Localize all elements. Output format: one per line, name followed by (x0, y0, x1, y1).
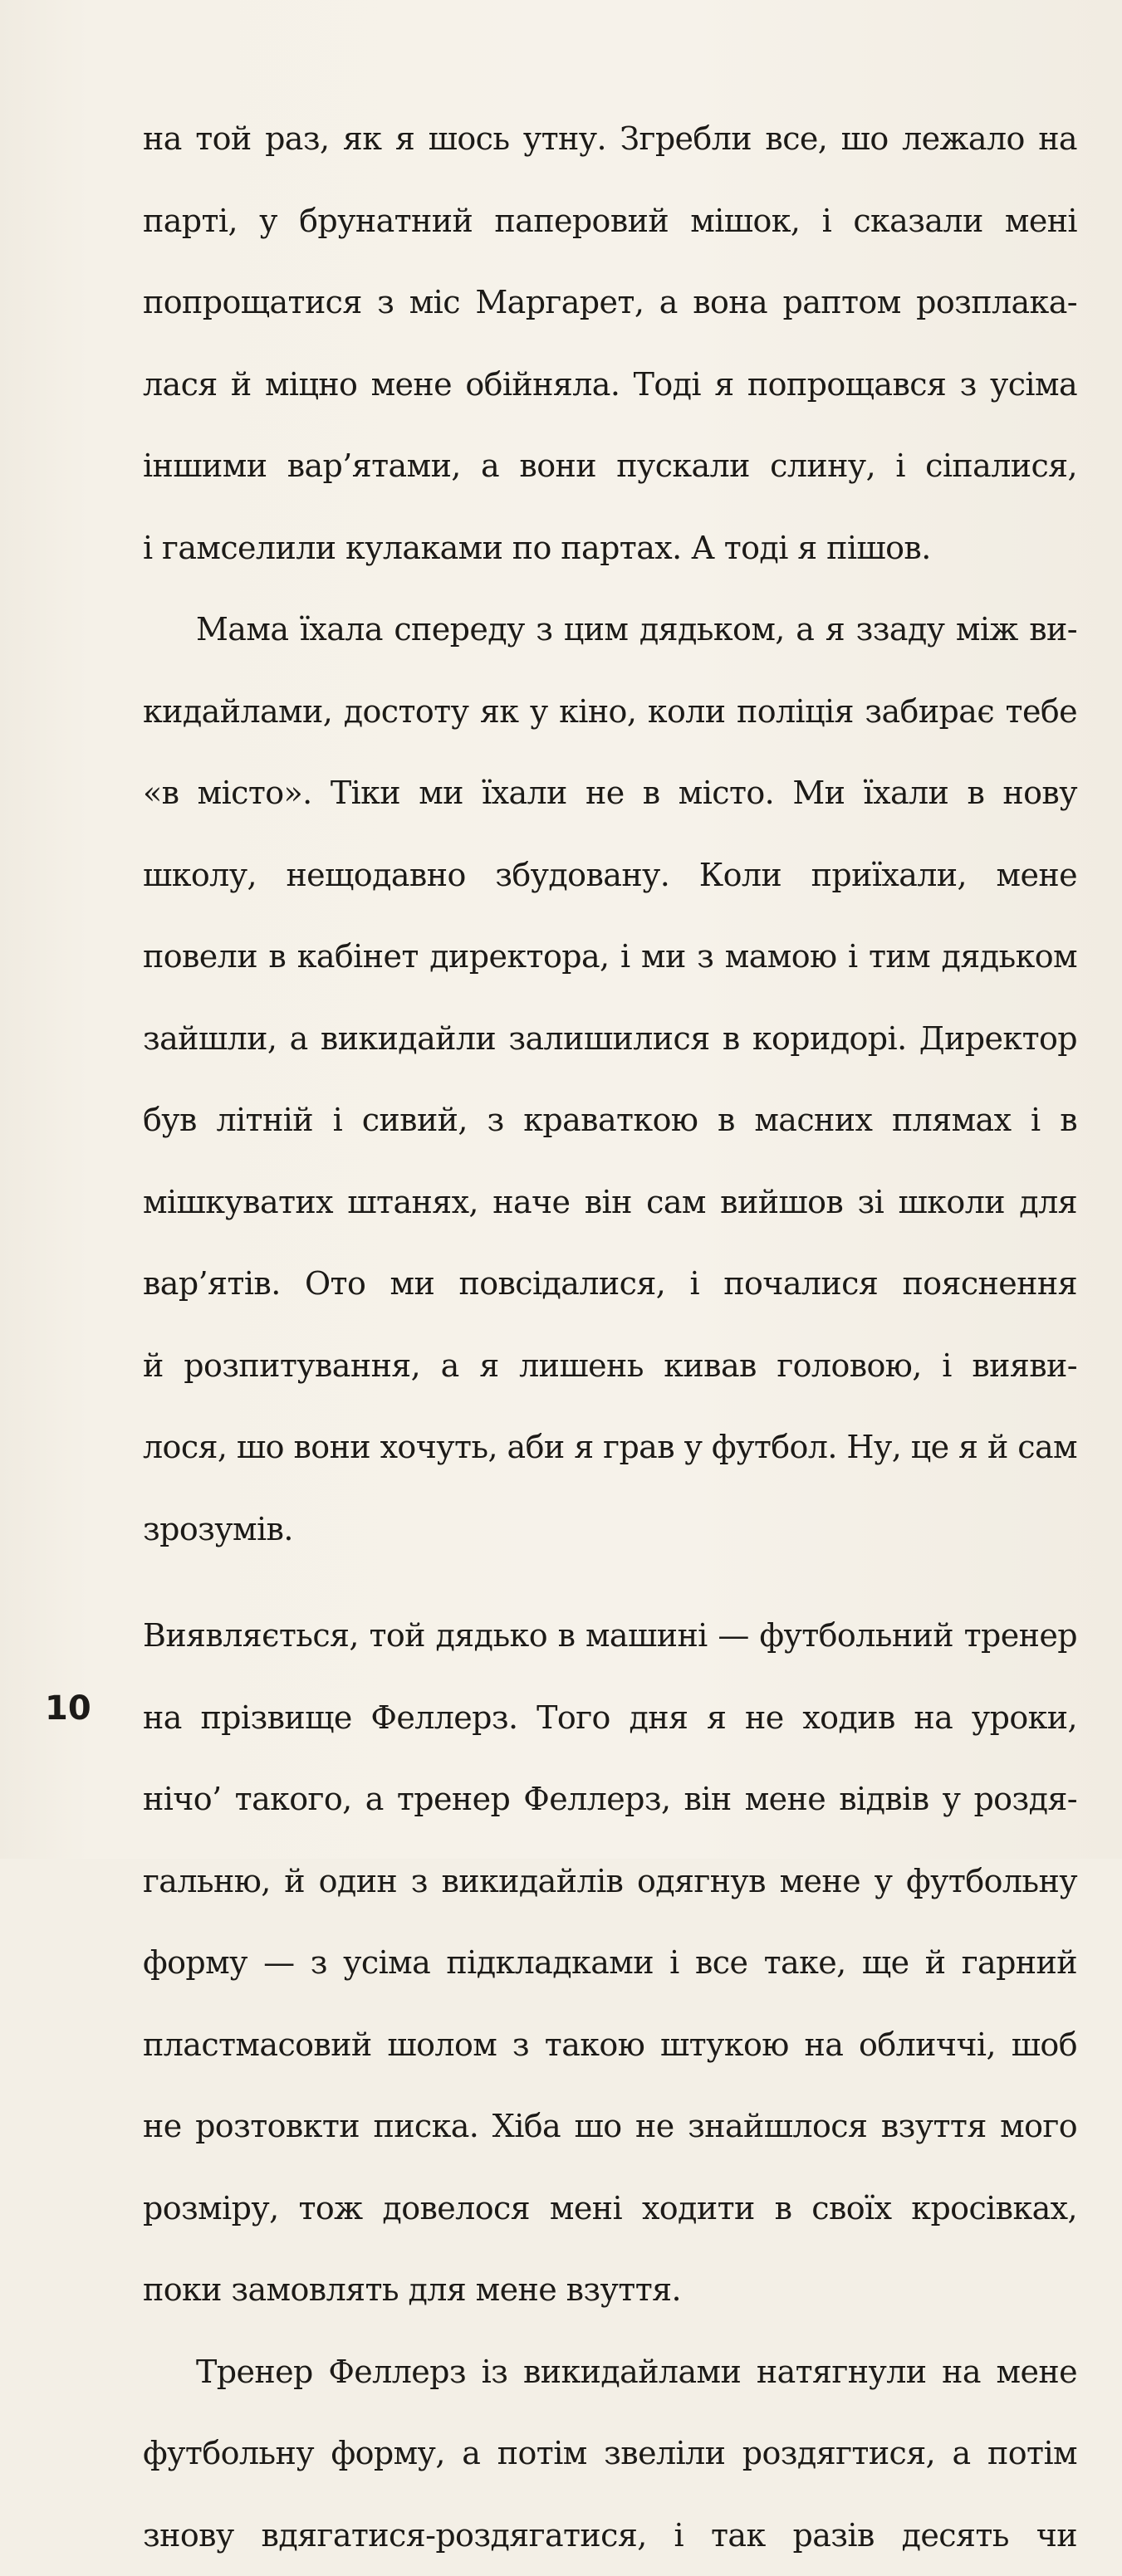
text-line: зрозумів. (143, 1488, 1077, 1571)
text-line: був літній і сивий, з краваткою в масних плямах і в (143, 1079, 1077, 1161)
text-line: школу, нещодавно збудовану. Коли приїхали, мене (143, 834, 1077, 917)
text-line: форму — з усіма підкладками і все таке, ще й гарний (143, 1922, 1077, 2004)
text-line: іншими вар’ятами, а вони пускали слину, і сіпалися, (143, 425, 1077, 507)
text-line: Мама їхала спереду з цим дядьком, а я ззаду між ви- (143, 589, 1077, 671)
text-line: повели в кабінет директора, і ми з мамою і тим дядьком (143, 916, 1077, 998)
text-line: пластмасовий шолом з такою штукою на обличчі, шоб (143, 2004, 1077, 2086)
page-number: 10 (45, 1689, 91, 1728)
paragraph-1 (143, 98, 1077, 589)
paragraph-3 (143, 1595, 1077, 2331)
text-line: і гамселили кулаками по партах. А тоді я пішов. (143, 507, 1077, 589)
text-line: нічо’ такого, а тренер Феллерз, він мене відвів у роздя- (143, 1758, 1077, 1840)
text-line: лася й міцно мене обійняла. Тоді я попрощався з усіма (143, 344, 1077, 426)
text-line: поки замовлять для мене взуття. (143, 2249, 1077, 2331)
text-line: «в місто». Тіки ми їхали не в місто. Ми їхали в нову (143, 752, 1077, 834)
text-line: знову вдягатися-роздягатися, і так разів десять чи (143, 2495, 1077, 2576)
text-line: футбольну форму, а потім звеліли роздягтися, а потім (143, 2412, 1077, 2495)
text-line: гальню, й один з викидайлів одягнув мене у футбольну (143, 1840, 1077, 1923)
text-line: мішкуватих штанях, наче він сам вийшов зі школи для (143, 1161, 1077, 1244)
text-line: кидайлами, достоту як у кіно, коли поліція забирає тебе (143, 671, 1077, 753)
body-text (143, 98, 1077, 2576)
text-line: на прізвище Феллерз. Того дня я не ходив на уроки, (143, 1677, 1077, 1759)
paragraph-4 (143, 2331, 1077, 2576)
text-line: не розтовкти писка. Хіба шо не знайшлося взуття мого (143, 2085, 1077, 2168)
text-line: парті, у брунатний паперовий мішок, і сказали мені (143, 180, 1077, 262)
text-line: попрощатися з міс Маргарет, а вона раптом розплака- (143, 262, 1077, 344)
text-line: на той раз, як я шось утну. Згребли все, шо лежало на (143, 98, 1077, 180)
text-line: лося, шо вони хочуть, аби я грав у футбол. Ну, це я й сам (143, 1406, 1077, 1488)
section-gap (143, 1570, 1077, 1595)
text-line: Виявляється, той дядько в машині — футбольний тренер (143, 1595, 1077, 1677)
text-line: Тренер Феллерз із викидайлами натягнули на мене (143, 2331, 1077, 2413)
text-line: й розпитування, а я лишень кивав головою, і вияви- (143, 1325, 1077, 1407)
text-line: зайшли, а викидайли залишилися в коридорі. Директор (143, 998, 1077, 1080)
text-line: вар’ятів. Ото ми повсідалися, і почалися пояснення (143, 1243, 1077, 1325)
text-line: розміру, тож довелося мені ходити в своїх кросівках, (143, 2168, 1077, 2250)
paragraph-2 (143, 589, 1077, 1570)
